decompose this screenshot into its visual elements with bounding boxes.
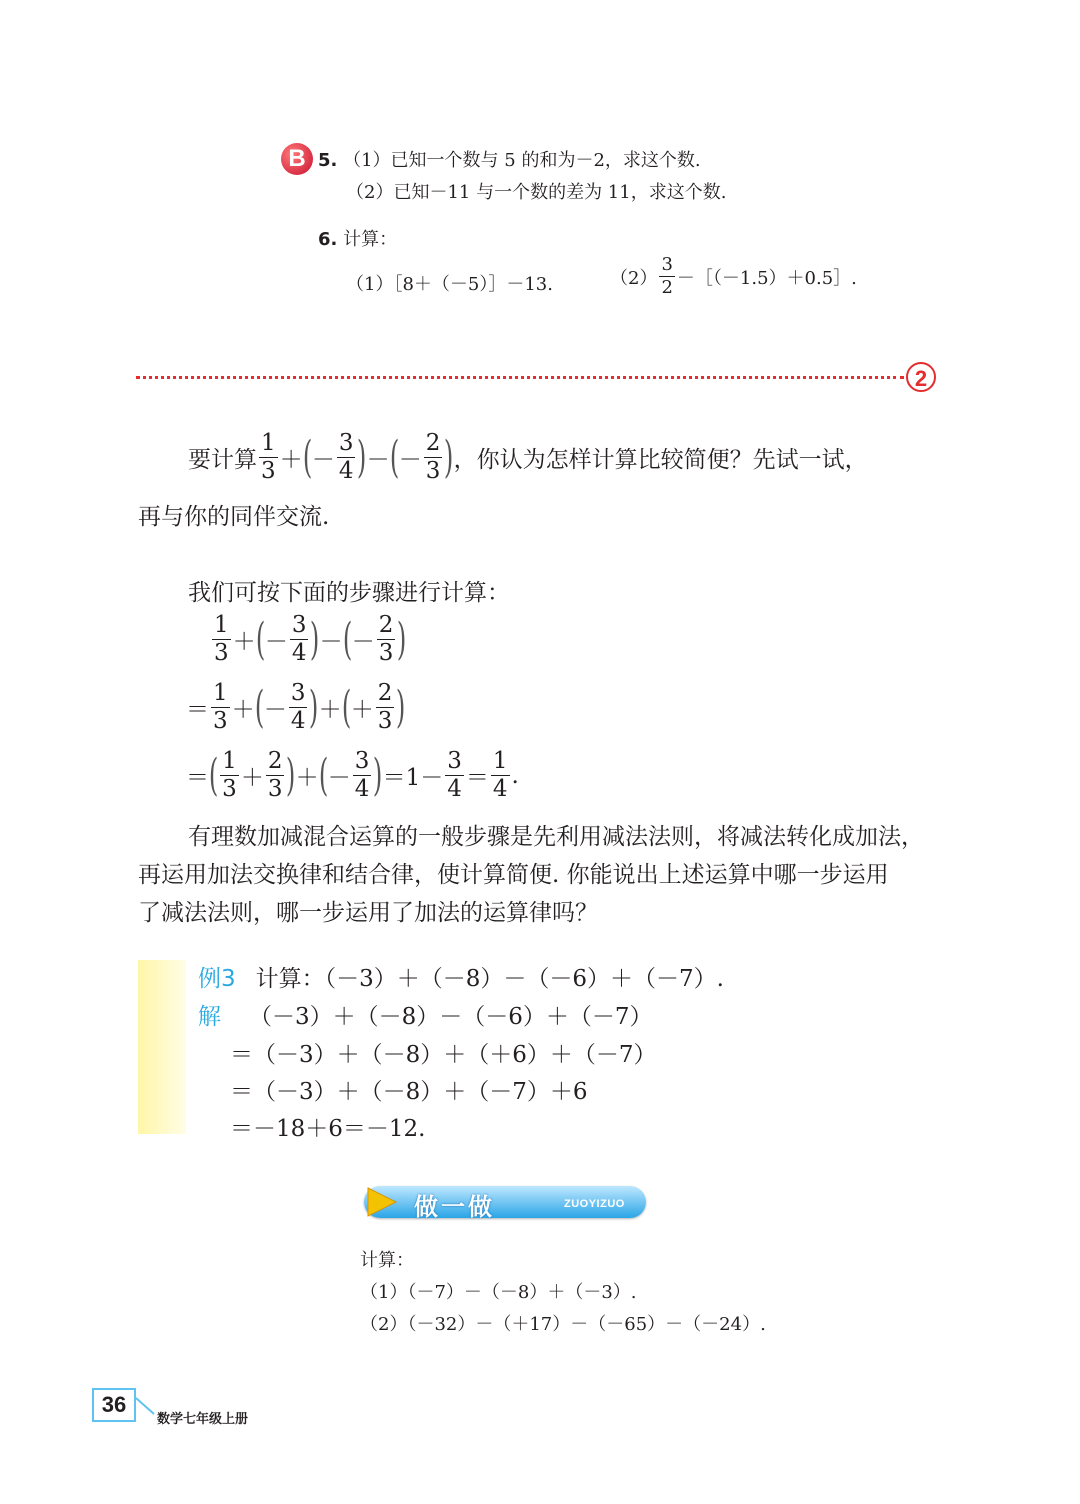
section-number-badge <box>906 362 936 392</box>
practice-banner-pinyin: ZUOYIZUO <box>564 1198 625 1210</box>
example-solution-1: 解 （－3）＋（－8）－（－6）＋（－7） <box>198 998 653 1031</box>
rule-text-line-3: 了减法法则，哪一步运用了加法的运算律吗？ <box>138 900 598 926</box>
calc-line-3: ＝ ( $\frac{1}{3}$ ＋ $\frac{2}{3}$ ) ＋ ( － $\frac{3}{4}$ ) ＝1－ $\frac{3}{4}$ ＝ $\frac{1}{4}$ . <box>186 748 519 802</box>
fraction: $\frac{3}{2}$ <box>661 254 673 298</box>
exercise-6-part1: （1）［8＋（－5）］－13. <box>346 274 553 295</box>
intro-line-2: 再与你的同伴交流. <box>138 504 330 530</box>
section-divider <box>136 376 904 379</box>
intro-prefix: 要计算 <box>188 447 257 473</box>
example-solution-2: ＝（－3）＋（－8）＋（＋6）＋（－7） <box>230 1042 657 1068</box>
example-problem: 计算：（－3）＋（－8）－（－6）＋（－7）. <box>255 966 724 992</box>
exercise-6-part2 <box>610 256 857 297</box>
exercise-5 <box>318 146 701 172</box>
practice-banner <box>364 1186 646 1221</box>
section-number: 2 <box>914 366 928 391</box>
fraction: $\frac{2}{3}$ <box>425 430 441 484</box>
example-solution-4: ＝－18＋6＝－12. <box>230 1116 426 1142</box>
practice-problem-2: （2）（－32）－（＋17）－（－65）－（－24）. <box>360 1314 766 1335</box>
exercise-5-number: 5. <box>318 150 338 171</box>
exercise-5-part1: （1）已知一个数与 5 的和为－2，求这个数. <box>343 150 701 171</box>
calc-line-2: ＝ $\frac{1}{3}$ ＋ ( － $\frac{3}{4}$ ) ＋ ( ＋ $\frac{2}{3}$ ) <box>186 680 406 734</box>
exercise-6-number: 6. <box>318 229 338 250</box>
intro-suffix: ，你认为怎样计算比较简便？先试一试， <box>453 447 868 473</box>
intro-line-1: 要计算 $\frac{1}{3}$ ＋ ( － $\frac{3}{4}$ ) － ( － $\frac{2}{3}$ ) ，你认为怎样计算比较简便？先试一试， <box>188 430 868 484</box>
steps-title: 我们可按下面的步骤进行计算： <box>188 580 510 606</box>
exercise-5-part2: （2）已知－11 与一个数的差为 11，求这个数. <box>346 182 727 203</box>
level-badge-letter: B <box>288 145 306 172</box>
example-solution-3: ＝（－3）＋（－8）＋（－7）＋6 <box>230 1079 588 1105</box>
book-title: 数学七年级上册 <box>157 1412 249 1427</box>
page-number-box <box>92 1388 136 1422</box>
practice-banner-title: 做一做 <box>414 1193 495 1221</box>
practice-title: 计算： <box>360 1250 414 1271</box>
practice-problem-1: （1）（－7）－（－8）＋（－3）. <box>360 1282 637 1303</box>
exercise-6 <box>318 225 397 251</box>
page-number: 36 <box>101 1392 127 1417</box>
level-b-badge <box>281 143 313 175</box>
solution-label: 解 <box>198 1004 221 1030</box>
rule-text-line-2: 再运用加法交换律和结合律，使计算简便. 你能说出上述运算中哪一步运用 <box>138 862 889 888</box>
fraction: $\frac{1}{3}$ <box>261 430 276 484</box>
exercise-6-title: 计算： <box>343 229 398 250</box>
exercise-6-part2-label: （2） <box>610 267 658 289</box>
fraction: $\frac{3}{4}$ <box>338 430 354 484</box>
footer-corner-line <box>134 1396 158 1420</box>
exercise-6-part2-rest: －［（－1.5）＋0.5］. <box>676 267 857 289</box>
example-label: 例3 <box>198 966 236 992</box>
play-arrow-icon <box>364 1186 398 1218</box>
calc-line-1: $\frac{1}{3}$ ＋ ( － $\frac{3}{4}$ ) － ( － $\frac{2}{3}$ ) <box>214 612 407 666</box>
example-3-title <box>198 960 724 993</box>
example-highlight-bar <box>138 960 186 1134</box>
rule-text-line-1: 有理数加减混合运算的一般步骤是先利用减法法则，将减法转化成加法， <box>188 824 924 850</box>
